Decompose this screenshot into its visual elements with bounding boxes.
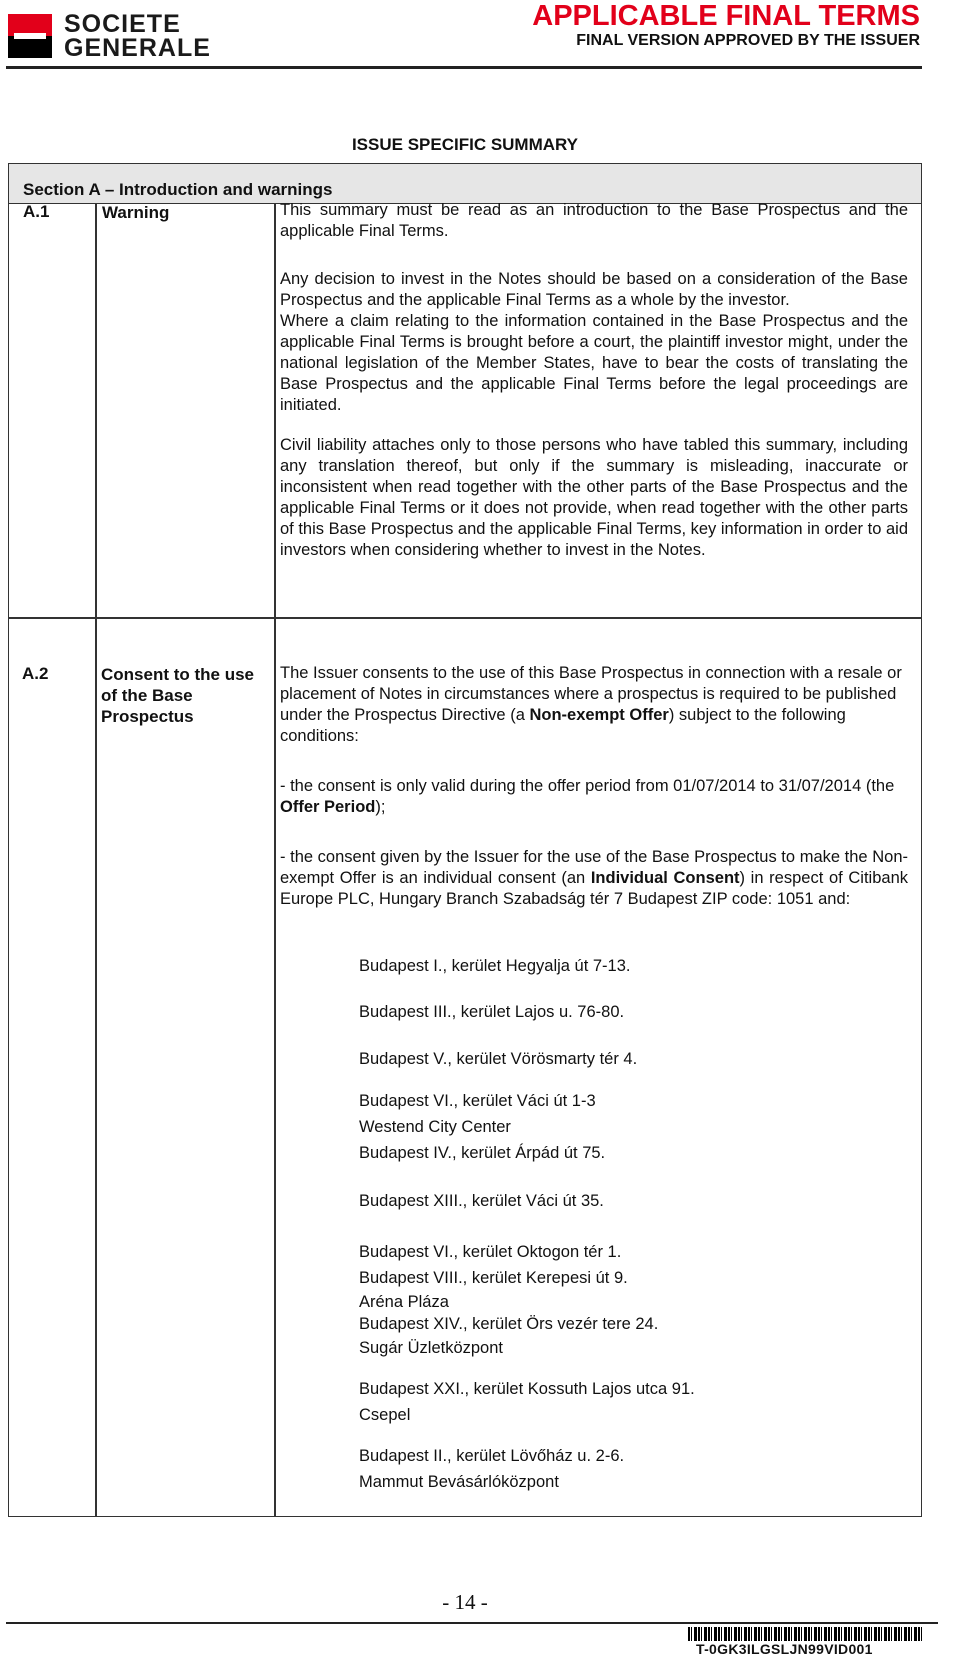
branch-address: Csepel [359,1406,411,1424]
a1-paragraph: This summary must be read as an introduction to the Base Prospectus and the applicable Final Terms. [280,201,908,240]
section-header-row [9,164,921,204]
societe-generale-logo [8,12,240,60]
branch-address: Aréna Pláza [359,1293,449,1311]
element-heading-a2: Consent to the use of the Base Prospectus [101,665,255,726]
a2-paragraph: - the consent given by the Issuer for the use of the Base Prospectus to make the Non-exempt Offer is an individual consent (an Individual Consent) in respect of Citibank Europe PLC, Hungary Branch Szabadság tér 7 Budapest ZIP code: 1051 and: [280,848,908,908]
branch-address: Budapest XIV., kerület Örs vezér tere 24. [359,1315,659,1333]
branch-address: Budapest II., kerület Lövőház u. 2-6. [359,1447,625,1465]
column-divider [95,204,97,1516]
branch-address: Budapest V., kerület Vörösmarty tér 4. [359,1050,638,1068]
branch-address: Budapest I., kerület Hegyalja út 7-13. [359,957,631,975]
branch-address: Budapest VIII., kerület Kerepesi út 9. [359,1269,628,1287]
term-non-exempt-offer: Non-exempt Offer [529,706,669,724]
element-code-a1: A.1 [23,202,50,221]
a1-paragraph: Where a claim relating to the information contained in the Base Prospectus and the applicable Final Terms is brought before a court, the plaintiff investor might, under the national legislation of the Member States, have to bear the costs of translating the Base Prospectus and the applicable Final Terms before the legal proceedings are initiated. [280,312,908,414]
section-title: Section A – Introduction and warnings [23,180,333,199]
document-reference: T-0GK3ILGSLJN99VID001 [696,1641,873,1657]
a1-paragraph: Civil liability attaches only to those persons who have tabled this summary, including any translation thereof, but only if the summary is misleading, inaccurate or inconsistent when read together with the other parts of the Base Prospectus and the applicable Final Terms or it does not provide, when read together with the other parts of this Base Prospectus and the applicable Final Terms, key information in order to aid investors when considering whether to invest in the Notes. [280,436,908,559]
term-individual-consent: Individual Consent [590,869,740,887]
element-heading-a1: Warning [102,203,170,222]
branch-address-list [359,953,695,1495]
branch-address: Budapest III., kerület Lajos u. 76-80. [359,1003,625,1021]
a1-content [280,200,908,561]
branch-address: Budapest VI., kerület Oktogon tér 1. [359,1243,622,1261]
branch-address: Budapest XIII., kerület Váci út 35. [359,1192,604,1210]
branch-address: Westend City Center [359,1118,511,1136]
column-divider [274,204,276,1516]
a1-paragraph: Any decision to invest in the Notes should be based on a consideration of the Base Prospectus and the applicable Final Terms as a whole by the investor. [280,270,908,309]
branch-address: Budapest VI., kerület Váci út 1-3 [359,1092,596,1110]
branch-address: Sugár Üzletközpont [359,1339,503,1357]
document-title: APPLICABLE FINAL TERMS [532,0,920,32]
a2-content [280,663,908,910]
header-divider [6,66,922,69]
term-offer-period: Offer Period [280,798,376,816]
footer-divider [6,1622,938,1624]
summary-title: ISSUE SPECIFIC SUMMARY [351,135,579,154]
a2-paragraph: The Issuer consents to the use of this Base Prospectus in connection with a resale or placement of Notes in circumstances where a prospectus is required to be published under the Prospectus Directive (a Non-exempt Offer) subject to the following conditions: [280,664,902,745]
branch-address: Budapest XXI., kerület Kossuth Lajos utca 91. [359,1380,695,1398]
page-number: - 14 - [442,1590,488,1614]
row-divider [9,617,921,619]
element-code-a2: A.2 [22,664,49,683]
a2-paragraph: - the consent is only valid during the offer period from 01/07/2014 to 31/07/2014 (the Offer Period); [280,777,895,816]
branch-address: Budapest IV., kerület Árpád út 75. [359,1144,606,1162]
document-subtitle: FINAL VERSION APPROVED BY THE ISSUER [576,32,920,49]
branch-address: Mammut Bevásárlóközpont [359,1473,559,1491]
logo-mark [8,14,52,58]
logo-wordmark: SOCIETE GENERALE [64,10,211,62]
barcode-icon [688,1627,924,1641]
